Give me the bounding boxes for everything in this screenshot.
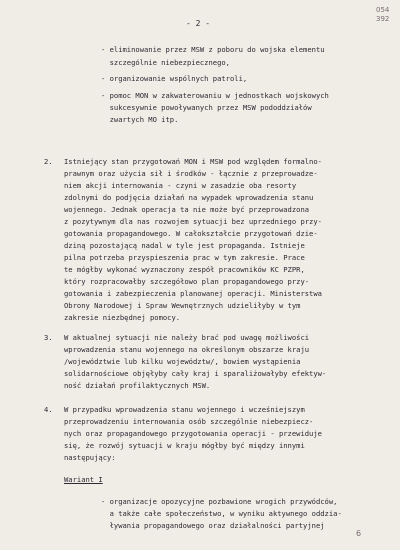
corner-note-2: 392	[376, 15, 390, 23]
paragraph-line: wojennego. Jednak operacja ta nie może być przeprowadzona	[64, 205, 310, 214]
paragraph-line: W przypadku wprowadzenia stanu wojennego i wcześniejszym	[64, 405, 305, 414]
paragraph-line: /województwie lub kilku województw/, bowiem wystąpienia	[64, 357, 301, 366]
paragraph-line: prawnym oraz użycia sił i środków - łącznie z przeprowadze-	[64, 169, 318, 178]
paragraph-line: przeprowadzeniu internowania osób szczególnie niebezpiecz-	[64, 417, 314, 426]
paragraph-line: W aktualnej sytuacji nie należy brać pod uwagę możliwości	[64, 333, 310, 342]
bullet-line: a także całe społeczeństwo, w wyniku aktywnego oddzia-	[101, 509, 342, 518]
variant-heading: Wariant I	[64, 475, 103, 484]
paragraph-line: nych oraz propagandowego przygotowania operacji - przewiduje	[64, 429, 322, 438]
bullet-line: sukcesywnie powoływanych przez MSW pododdziałów	[101, 103, 312, 112]
footer-mark: 6	[356, 529, 362, 538]
section-number: 4.	[44, 405, 53, 414]
bullet-line: - organizacje opozycyjne pozbawione wrogich przywódców,	[101, 497, 338, 506]
bullet-line: - pomoc MON w zakwaterowaniu w jednostkach wojskowych	[101, 91, 329, 100]
paragraph-line: następujący:	[64, 453, 116, 462]
paragraph-line: gotowania i zabezpieczenia planowanej operacji. Ministerstwa	[64, 289, 322, 298]
paragraph-line: te mógłby wykonać wyznaczony zespół pracowników KC PZPR,	[64, 265, 305, 274]
bullet-line: zwartych MO itp.	[101, 115, 179, 124]
bullet-line: ływania propagandowego oraz działalności partyjnej	[101, 521, 325, 530]
paragraph-line: niem akcji internowania - czyni w zasadzie oba resorty	[64, 181, 297, 190]
bullet-line: - eliminowanie przez MSW z poboru do wojska elementu	[101, 45, 325, 54]
paragraph-line: pilna potrzeba przyspieszenia prac w tym zakresie. Prace	[64, 253, 305, 262]
paragraph-line: solidarnościowe objęłyby cały kraj i sparaliżowałyby efektyw-	[64, 369, 327, 378]
section-number: 2.	[44, 157, 53, 166]
bullet-line: szczególnie niebezpiecznego,	[101, 58, 230, 67]
paragraph-line: ność działań profilaktycznych MSW.	[64, 381, 211, 390]
paragraph-line: zakresie niezbędnej pomocy.	[64, 313, 181, 322]
paragraph-line: dziną pozostającą nadal w tyle jest propaganda. Istnieje	[64, 241, 305, 250]
paragraph-line: zdolnymi do podjęcia działań na wypadek wprowadzenia stanu	[64, 193, 314, 202]
paragraph-line: który rozpracowałby szczegółowo plan propagandowego przy-	[64, 277, 310, 286]
paragraph-line: z pozytywnym dla nas rozwojem sytuacji bez uprzedniego przy-	[64, 217, 322, 226]
paragraph-line: gotowania propagandowego. W całokształcie przygotowań dzie-	[64, 229, 318, 238]
bullet-line: - organizowanie wspólnych patroli,	[101, 74, 248, 83]
paragraph-line: się, że rozwój sytuacji w kraju mógłby być między innymi	[64, 441, 305, 450]
paragraph-line: Obrony Narodowej i Spraw Wewnętrznych udzieliłyby w tym	[64, 301, 301, 310]
page-number: - 2 -	[186, 19, 211, 28]
paragraph-line: wprowadzenia stanu wojennego na określonym obszarze kraju	[64, 345, 310, 354]
corner-note-1: 054	[376, 6, 390, 14]
section-number: 3.	[44, 333, 53, 342]
paragraph-line: Istniejący stan przygotowań MON i MSW pod względem formalno-	[64, 157, 322, 166]
